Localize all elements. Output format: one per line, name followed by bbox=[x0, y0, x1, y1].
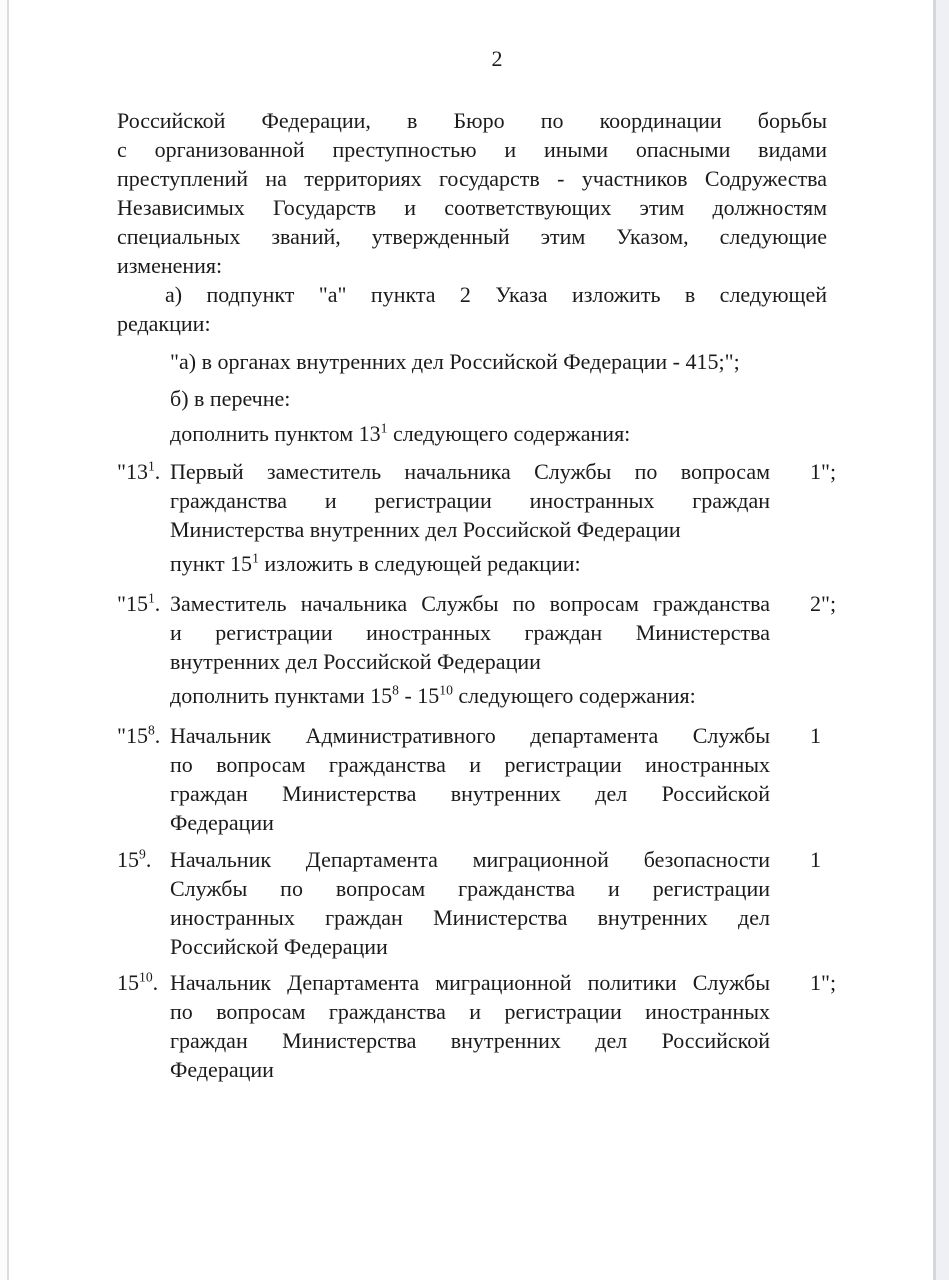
item-marker bbox=[117, 721, 170, 750]
quoted-subitem-a-text: "а) в органах внутренних дел Российской Федерации - 415;"; bbox=[170, 349, 740, 374]
item-value: 1 bbox=[810, 723, 821, 748]
intro-paragraph bbox=[117, 106, 827, 280]
list-item-15-9 bbox=[117, 845, 827, 961]
marker-text: "13 bbox=[117, 459, 148, 484]
text-line: Первый заместитель начальника Службы по вопросам bbox=[170, 459, 770, 484]
text-line: Федерации bbox=[170, 810, 274, 835]
instruction-text: пункт 15 bbox=[170, 551, 253, 576]
marker-text: "15 bbox=[117, 723, 148, 748]
text-line: Независимых Государств и соответствующих этим должностям bbox=[117, 195, 827, 220]
text-line: а) подпункт "а" пункта 2 Указа изложить в следующей bbox=[165, 282, 827, 307]
text-line: Начальник Административного департамента Службы bbox=[170, 723, 770, 748]
subitem-b-text: б) в перечне: bbox=[170, 386, 291, 411]
instruction-text: дополнить пунктами 15 bbox=[170, 683, 393, 708]
page-content bbox=[117, 44, 837, 1084]
item-marker bbox=[117, 968, 170, 997]
marker-text: . bbox=[154, 723, 161, 748]
superscript: 1 bbox=[380, 420, 388, 436]
page-number: 2 bbox=[491, 46, 503, 71]
text-line: Службы по вопросам гражданства и регистрации bbox=[170, 876, 770, 901]
text-line: по вопросам гражданства и регистрации иностранных bbox=[170, 752, 770, 777]
text-line: редакции: bbox=[117, 311, 211, 336]
text-line: изменения: bbox=[117, 253, 223, 278]
marker-text: . bbox=[154, 459, 161, 484]
instruction-add-items15-8-10 bbox=[117, 681, 827, 710]
text-line: и регистрации иностранных граждан Министерства bbox=[170, 620, 770, 645]
item-value: 1"; bbox=[810, 970, 837, 995]
marker-text: "15 bbox=[117, 591, 148, 616]
list-item-13-1 bbox=[117, 457, 837, 544]
superscript: 1 bbox=[147, 458, 155, 474]
item-text bbox=[170, 457, 770, 544]
instruction-add-item13 bbox=[117, 419, 827, 448]
text-line: граждан Министерства внутренних дел Российской bbox=[170, 781, 770, 806]
text-line: Федерации bbox=[170, 1057, 274, 1082]
list-item-15-8 bbox=[117, 721, 827, 837]
item-value: 2"; bbox=[810, 591, 837, 616]
marker-text: 15 bbox=[117, 970, 139, 995]
marker-text: . bbox=[152, 970, 159, 995]
text-line: иностранных граждан Министерства внутренних дел bbox=[170, 905, 770, 930]
text-line: Российской Федерации bbox=[170, 934, 388, 959]
photo-right-margin bbox=[936, 0, 949, 1280]
instruction-text: следующего содержания: bbox=[387, 421, 631, 446]
superscript: 10 bbox=[439, 682, 453, 698]
marker-text: 15 bbox=[117, 847, 139, 872]
text-line: с организованной преступностью и иными опасными видами bbox=[117, 137, 827, 162]
instruction-text: дополнить пунктом 13 bbox=[170, 421, 381, 446]
superscript: 9 bbox=[139, 846, 146, 862]
instruction-edit-item15 bbox=[117, 549, 827, 578]
item-value: 1"; bbox=[810, 459, 837, 484]
text-line: Начальник Департамента миграционной безопасности bbox=[170, 847, 770, 872]
item-text bbox=[170, 845, 770, 961]
text-line: Российской Федерации, в Бюро по координации борьбы bbox=[117, 108, 827, 133]
photo-left-margin bbox=[0, 0, 7, 1280]
text-line: Министерства внутренних дел Российской Федерации bbox=[170, 517, 681, 542]
superscript: 10 bbox=[139, 969, 153, 985]
text-line: Начальник Департамента миграционной политики Службы bbox=[170, 970, 770, 995]
photo-left-edge-line bbox=[7, 0, 9, 1280]
list-item-15-1 bbox=[117, 589, 837, 676]
superscript: 1 bbox=[147, 590, 155, 606]
subitem-a-paragraph bbox=[117, 280, 827, 338]
marker-text: . bbox=[145, 847, 152, 872]
item-value: 1 bbox=[810, 847, 821, 872]
superscript: 8 bbox=[392, 682, 399, 698]
superscript: 1 bbox=[252, 550, 259, 566]
superscript: 8 bbox=[147, 722, 155, 738]
text-line: гражданства и регистрации иностранных граждан bbox=[170, 488, 770, 513]
item-marker bbox=[117, 845, 170, 874]
instruction-text: - 15 bbox=[398, 683, 440, 708]
text-line: по вопросам гражданства и регистрации иностранных bbox=[170, 999, 770, 1024]
text-line: специальных званий, утвержденный этим Указом, следующие bbox=[117, 224, 827, 249]
item-text bbox=[170, 589, 770, 676]
item-text bbox=[170, 968, 770, 1084]
text-line: граждан Министерства внутренних дел Российской bbox=[170, 1028, 770, 1053]
text-line: Заместитель начальника Службы по вопросам гражданства bbox=[170, 591, 770, 616]
text-line: преступлений на территориях государств - участников Содружества bbox=[117, 166, 827, 191]
instruction-text: следующего содержания: bbox=[452, 683, 696, 708]
item-marker bbox=[117, 457, 170, 486]
item-marker bbox=[117, 589, 170, 618]
instruction-text: изложить в следующей редакции: bbox=[258, 551, 581, 576]
item-text bbox=[170, 721, 770, 837]
text-line: внутренних дел Российской Федерации bbox=[170, 649, 541, 674]
marker-text: . bbox=[154, 591, 161, 616]
list-item-15-10 bbox=[117, 968, 837, 1084]
